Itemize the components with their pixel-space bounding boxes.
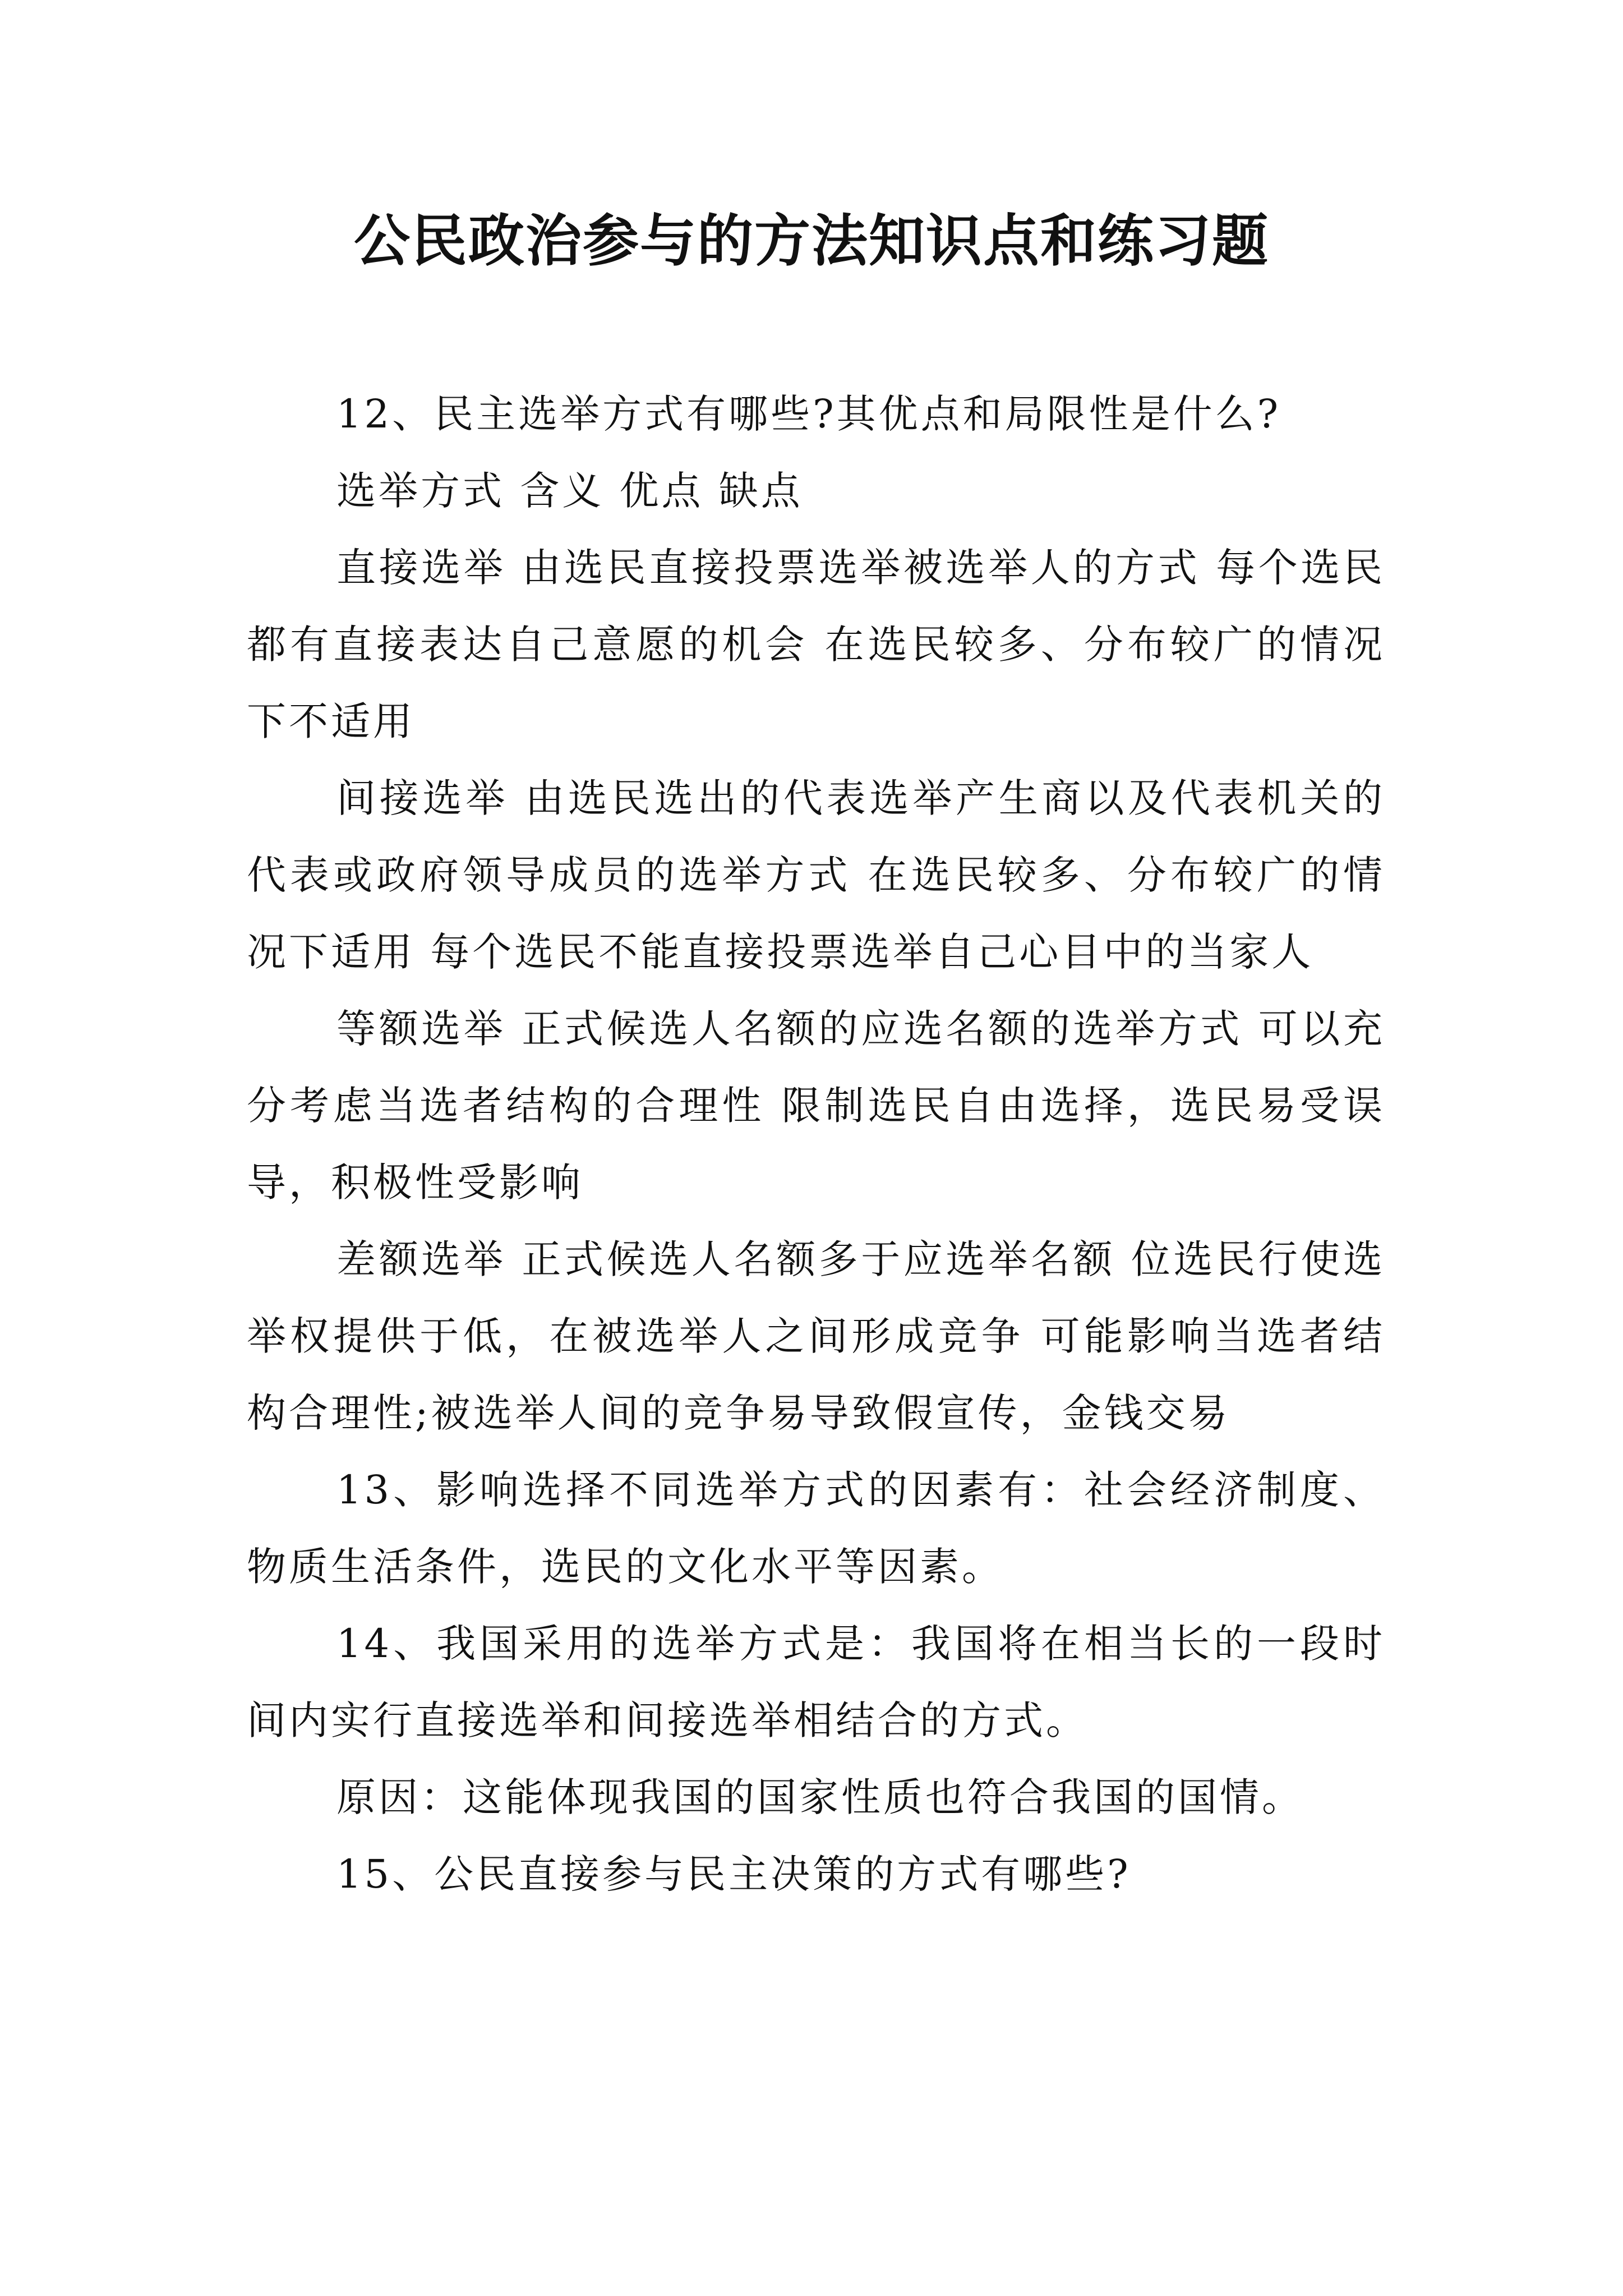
- paragraph-indirect-election: 间接选举 由选民选出的代表选举产生商以及代表机关的代表或政府领导成员的选举方式 在选民较多、分布较广的情况下适用 每个选民不能直接投票选举自己心目中的当家人: [247, 775, 1385, 975]
- paragraph-table-header: 选举方式 含义 优点 缺点: [336, 468, 803, 514]
- paragraph-q14: 14、我国采用的选举方式是：我国将在相当长的一段时间内实行直接选举和间接选举相结合的方式。: [247, 1621, 1385, 1743]
- document-body: [247, 376, 1385, 1913]
- paragraph-q13: 13、影响选择不同选举方式的因素有：社会经济制度、物质生活条件，选民的文化水平等因素。: [247, 1467, 1385, 1590]
- document-title: 公民政治参与的方法知识点和练习题: [354, 208, 1269, 274]
- paragraph-q12: 12、民主选举方式有哪些?其优点和局限性是什么?: [336, 391, 1281, 437]
- paragraph-reason: 原因：这能体现我国的国家性质也符合我国的国情。: [336, 1774, 1304, 1820]
- paragraph-equal-election: 等额选举 正式候选人名额的应选名额的选举方式 可以充分考虑当选者结构的合理性 限制选民自由选择，选民易受误导，积极性受影响: [247, 1006, 1385, 1205]
- paragraph-competitive-election: 差额选举 正式候选人名额多于应选举名额 位选民行使选举权提供于低，在被选举人之间形成竞争 可能影响当选者结构合理性;被选举人间的竞争易导致假宣传，金钱交易: [247, 1236, 1385, 1436]
- paragraph-q15: 15、公民直接参与民主决策的方式有哪些?: [336, 1851, 1131, 1897]
- paragraph-direct-election: 直接选举 由选民直接投票选举被选举人的方式 每个选民都有直接表达自己意愿的机会 在选民较多、分布较广的情况下不适用: [247, 545, 1385, 744]
